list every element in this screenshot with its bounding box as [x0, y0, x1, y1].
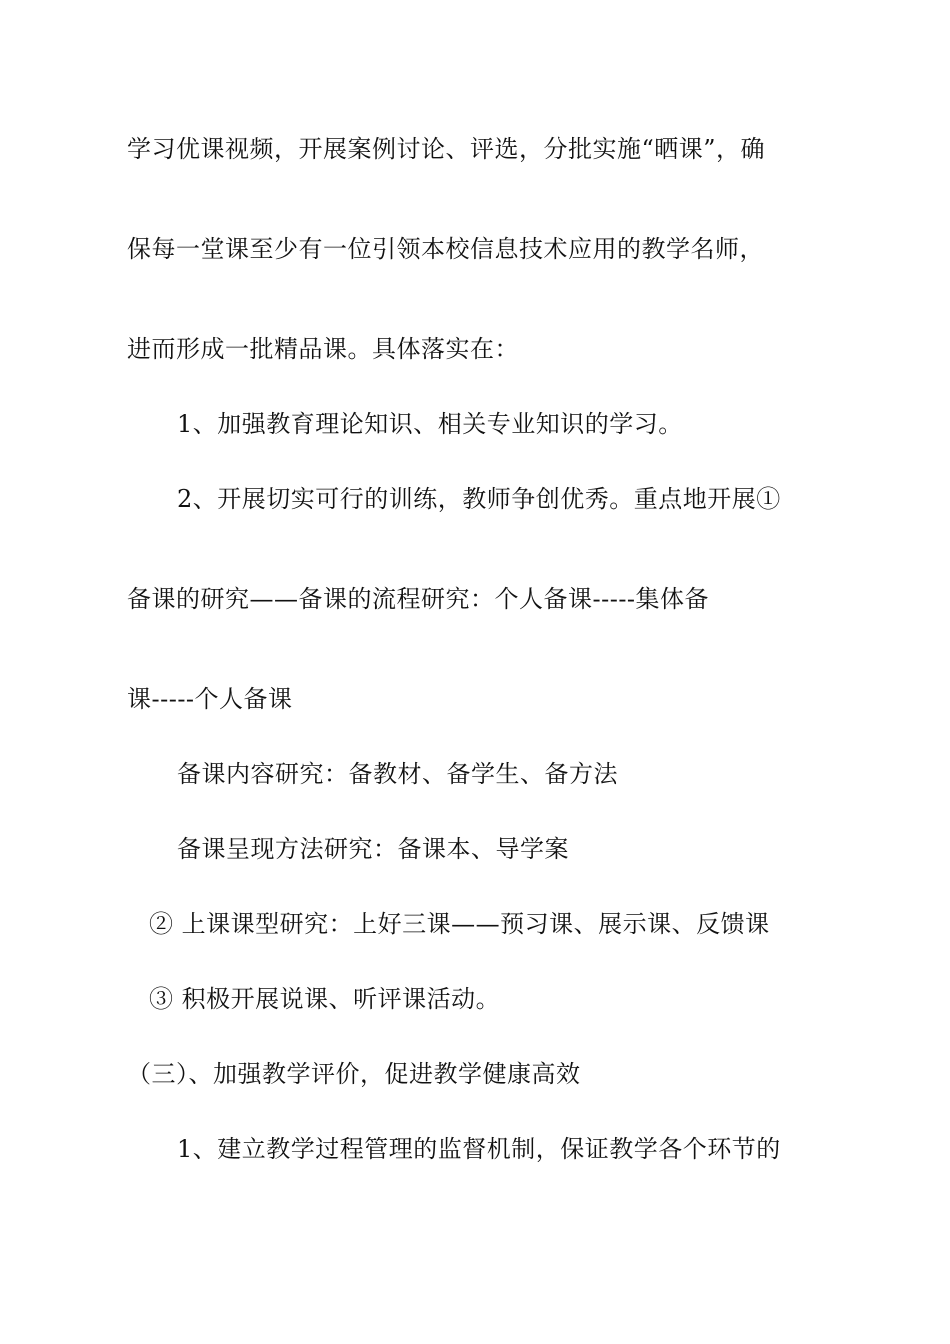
paragraph-line: 备课的研究——备课的流程研究：个人备课-----集体备 — [127, 585, 710, 613]
list-item: ② 上课课型研究：上好三课——预习课、展示课、反馈课 — [149, 910, 770, 938]
list-item: 1、加强教育理论知识、相关专业知识的学习。 — [177, 410, 683, 438]
paragraph-line: 学习优课视频，开展案例讨论、评选，分批实施“晒课”，确 — [127, 135, 766, 163]
list-item: 2、开展切实可行的训练，教师争创优秀。重点地开展① — [177, 485, 781, 513]
list-item: 1、建立教学过程管理的监督机制，保证教学各个环节的 — [177, 1135, 781, 1163]
list-item: ③ 积极开展说课、听评课活动。 — [149, 985, 501, 1013]
paragraph-line: 备课内容研究：备教材、备学生、备方法 — [177, 760, 618, 788]
section-heading: （三）、加强教学评价，促进教学健康高效 — [127, 1060, 581, 1088]
paragraph-line: 保每一堂课至少有一位引领本校信息技术应用的教学名师， — [127, 235, 764, 263]
paragraph-line: 进而形成一批精品课。具体落实在： — [127, 335, 519, 363]
paragraph-line: 课-----个人备课 — [127, 685, 293, 713]
paragraph-line: 备课呈现方法研究：备课本、导学案 — [177, 835, 569, 863]
